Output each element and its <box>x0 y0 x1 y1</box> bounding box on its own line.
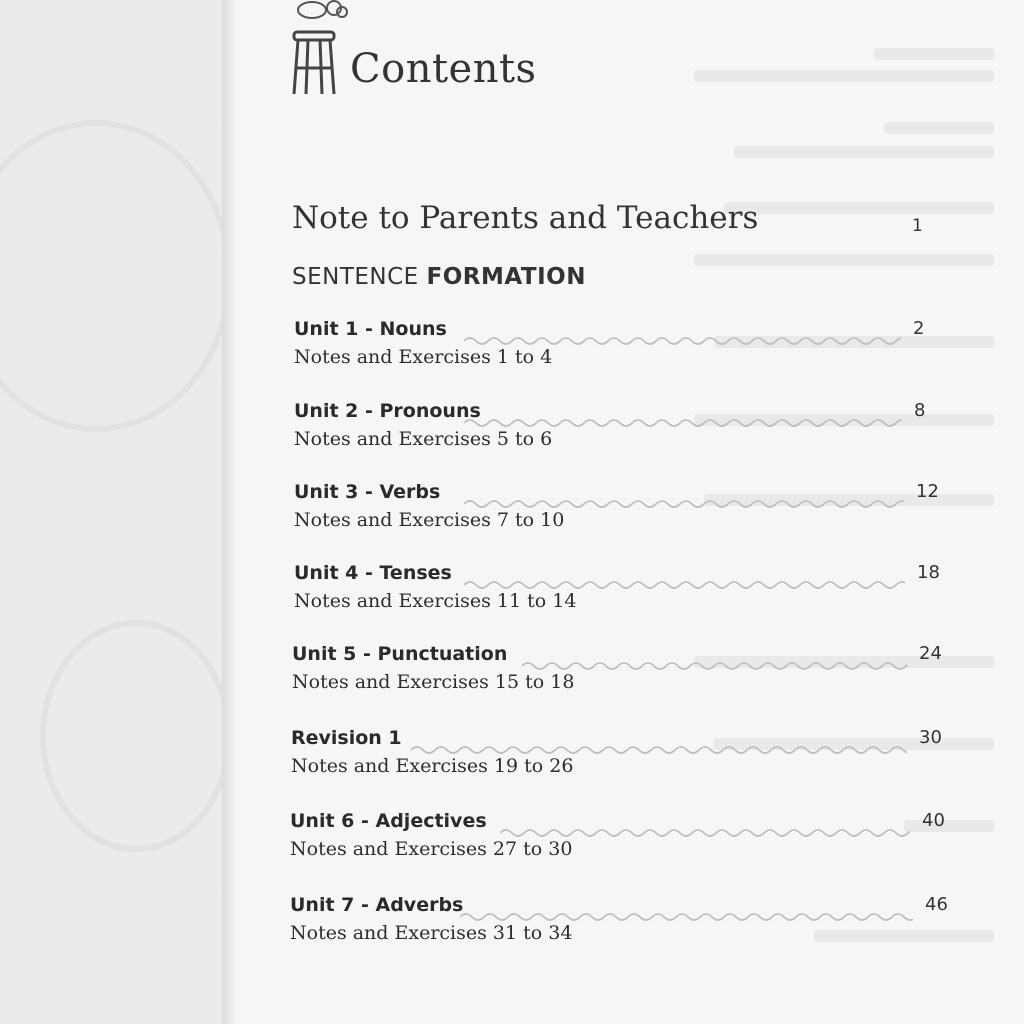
entry-subtitle: Notes and Exercises 27 to 30 <box>290 838 573 860</box>
contents-entry[interactable] <box>0 643 1024 713</box>
entry-subtitle: Notes and Exercises 19 to 26 <box>291 755 574 777</box>
entry-subtitle: Notes and Exercises 31 to 34 <box>290 922 573 944</box>
entry-title: Revision 1 <box>291 727 402 749</box>
wavy-leader-line <box>522 659 907 673</box>
entry-title: Unit 7 - Adverbs <box>290 894 464 916</box>
contents-entry[interactable] <box>0 481 1024 551</box>
contents-entry[interactable] <box>0 810 1024 880</box>
entry-title: Unit 2 - Pronouns <box>294 400 481 422</box>
page-title: Contents <box>350 46 537 92</box>
contents-entry[interactable] <box>0 318 1024 388</box>
entry-subtitle: Notes and Exercises 7 to 10 <box>294 509 565 531</box>
entry-title: Unit 5 - Punctuation <box>292 643 508 665</box>
entry-subtitle: Notes and Exercises 15 to 18 <box>292 671 575 693</box>
entry-page-number: 8 <box>914 400 926 421</box>
contents-entry[interactable] <box>0 727 1024 797</box>
entry-page-number: 18 <box>917 562 940 583</box>
entry-page-number: 46 <box>925 894 948 915</box>
entry-title: Unit 3 - Verbs <box>294 481 441 503</box>
entry-page-number: 30 <box>919 727 942 748</box>
entry-subtitle: Notes and Exercises 1 to 4 <box>294 346 553 368</box>
note-entry-page: 1 <box>912 216 923 236</box>
section-heading-prefix: SENTENCE <box>292 264 419 290</box>
contents-entry[interactable] <box>0 400 1024 470</box>
entry-page-number: 12 <box>916 481 939 502</box>
entry-subtitle: Notes and Exercises 11 to 14 <box>294 590 577 612</box>
entry-page-number: 40 <box>922 810 945 831</box>
contents-entry[interactable] <box>0 562 1024 632</box>
contents-entry[interactable] <box>0 894 1024 964</box>
entry-subtitle: Notes and Exercises 5 to 6 <box>294 428 553 450</box>
entry-page-number: 24 <box>919 643 942 664</box>
mascot-on-stool-icon <box>286 0 358 100</box>
entry-page-number: 2 <box>913 318 925 339</box>
entry-title: Unit 4 - Tenses <box>294 562 452 584</box>
entry-title: Unit 6 - Adjectives <box>290 810 487 832</box>
section-heading <box>292 264 586 290</box>
entry-title: Unit 1 - Nouns <box>294 318 447 340</box>
note-entry-label[interactable]: Note to Parents and Teachers <box>292 200 759 236</box>
section-heading-bold: FORMATION <box>426 264 586 290</box>
